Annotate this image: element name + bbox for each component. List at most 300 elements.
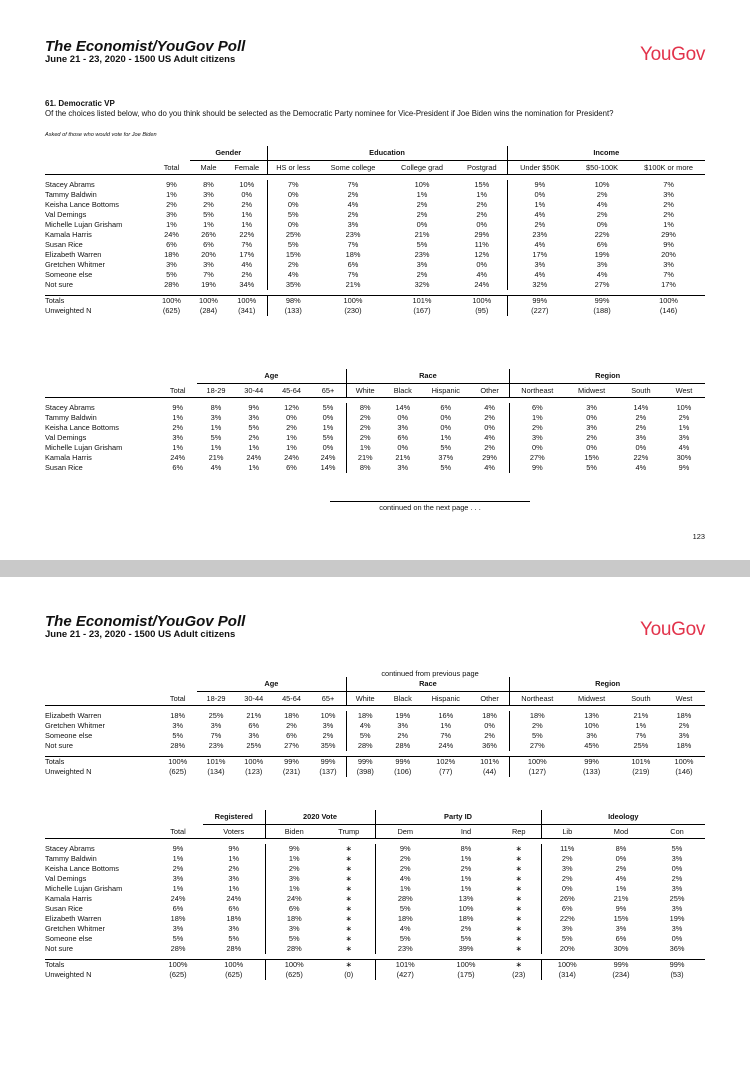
cell-value: 7%: [663, 270, 674, 279]
cell-value: 2%: [228, 864, 240, 873]
question-note: Asked of those who would vote for Joe Biden: [45, 132, 157, 138]
cell-value: 99%: [273, 757, 311, 768]
cell-value: 27%: [284, 741, 299, 750]
cell-value: 9%: [375, 844, 435, 854]
cell-value: (77): [439, 767, 453, 776]
table-row: [45, 844, 705, 854]
cell-value: 7%: [347, 270, 359, 279]
cell-value: 100%: [457, 296, 507, 307]
cell-value: 5%: [210, 433, 222, 442]
cell-value: 100%: [190, 296, 227, 307]
row-label: Stacey Abrams: [45, 180, 95, 189]
cell-value: 0%: [671, 934, 683, 943]
cell-value: 0%: [484, 721, 495, 730]
cell-value: 5%: [541, 934, 593, 944]
column-headers: [45, 825, 705, 839]
col-header: Under $50K: [507, 161, 572, 175]
cell-value: 9%: [248, 403, 260, 412]
col-header: West: [663, 692, 705, 706]
table-row: [45, 433, 705, 443]
cell-value: ∗: [515, 924, 522, 933]
totals-row: [45, 767, 705, 777]
crosstab-age-race-region-cont: [45, 677, 705, 777]
cell-value: 4%: [596, 200, 608, 209]
cell-value: 22%: [541, 914, 593, 924]
cell-value: 5%: [671, 844, 683, 853]
cell-value: 14%: [633, 403, 649, 412]
cell-value: 29%: [474, 230, 490, 239]
cell-value: 3%: [210, 721, 222, 730]
cell-value: 27%: [510, 741, 565, 751]
cell-value: 28%: [375, 894, 435, 904]
row-label: Unweighted N: [45, 767, 92, 776]
cell-value: 36%: [482, 741, 497, 750]
col-header: Hispanic: [422, 384, 470, 398]
cell-value: 102%: [422, 757, 470, 768]
cell-value: 3%: [541, 924, 593, 934]
cell-value: 9%: [663, 240, 674, 249]
cell-value: 6%: [397, 433, 409, 442]
cell-value: 0%: [397, 443, 409, 452]
page-number: 123: [692, 532, 705, 541]
col-header: 30-44: [235, 384, 273, 398]
cell-value: 5%: [248, 423, 260, 432]
cell-value: 2%: [476, 200, 488, 209]
cell-value: 23%: [375, 944, 435, 954]
cell-value: 4%: [347, 200, 359, 209]
cell-value: 1%: [416, 190, 428, 199]
col-header: 45-64: [273, 384, 311, 398]
cell-value: 5%: [510, 731, 565, 741]
cell-value: 1%: [265, 884, 323, 894]
cell-value: 2%: [476, 210, 488, 219]
row-label: Tammy Baldwin: [45, 854, 97, 863]
cell-value: 45%: [584, 741, 599, 750]
col-header: Northeast: [510, 692, 565, 706]
cell-value: 1%: [248, 463, 260, 472]
cell-value: 9%: [172, 844, 184, 853]
cell-value: ∗: [515, 904, 522, 913]
question-number: 61. Democratic VP: [45, 99, 115, 108]
cell-value: 2%: [510, 721, 565, 731]
cell-value: 2%: [375, 864, 435, 874]
cell-value: 27%: [594, 280, 610, 289]
col-header: Other: [470, 384, 510, 398]
row-label: Stacey Abrams: [45, 403, 95, 412]
table-row: [45, 210, 705, 220]
cell-value: 1%: [507, 200, 572, 210]
cell-value: 4%: [241, 260, 253, 269]
cell-value: 25%: [267, 230, 319, 240]
cell-value: 22%: [633, 453, 649, 462]
cell-value: 2%: [347, 210, 359, 219]
group-ideology: Ideology: [541, 810, 705, 825]
cell-value: 10%: [239, 180, 255, 189]
cell-value: (227): [507, 306, 572, 316]
cell-value: (314): [541, 970, 593, 980]
cell-value: 6%: [347, 260, 359, 269]
cell-value: ∗: [345, 904, 352, 913]
row-label: Someone else: [45, 270, 93, 279]
cell-value: 1%: [615, 884, 627, 893]
cell-value: 22%: [594, 230, 610, 239]
cell-value: 2%: [375, 854, 435, 864]
row-label: Not sure: [45, 741, 73, 750]
cell-value: 3%: [265, 924, 323, 934]
cell-value: 19%: [594, 250, 610, 259]
cell-value: (134): [207, 767, 225, 776]
cell-value: 99%: [507, 296, 572, 307]
cell-value: 4%: [507, 210, 572, 220]
cell-value: 9%: [166, 180, 177, 189]
cell-value: 2%: [241, 270, 253, 279]
cell-value: 4%: [678, 443, 690, 452]
cell-value: 10%: [414, 180, 430, 189]
cell-value: 100%: [153, 296, 190, 307]
cell-value: (23): [512, 970, 526, 979]
cell-value: (341): [238, 306, 256, 315]
cell-value: 5%: [265, 934, 323, 944]
cell-value: 6%: [541, 904, 593, 914]
cell-value: 15%: [584, 453, 599, 462]
cell-value: 1%: [248, 443, 260, 452]
cell-value: 2%: [541, 854, 593, 864]
cell-value: ∗: [515, 844, 522, 853]
cell-value: (146): [659, 306, 678, 315]
cell-value: 0%: [507, 190, 572, 200]
cell-value: 12%: [284, 403, 299, 412]
cell-value: 30%: [676, 453, 692, 462]
cell-value: 6%: [166, 240, 177, 249]
cell-value: 18%: [458, 914, 474, 923]
cell-value: 8%: [346, 403, 384, 413]
cell-value: 0%: [671, 864, 683, 873]
cell-value: 3%: [663, 260, 674, 269]
page-2: [0, 577, 750, 1089]
cell-value: 1%: [440, 433, 452, 442]
cell-value: 8%: [203, 180, 214, 189]
col-header: Other: [470, 692, 510, 706]
cell-value: 0%: [615, 854, 627, 863]
cell-value: 18%: [375, 914, 435, 924]
cell-value: 5%: [322, 433, 334, 442]
cell-value: 3%: [541, 864, 593, 874]
cell-value: 5%: [322, 403, 334, 412]
cell-value: 24%: [438, 741, 454, 750]
col-header: Voters: [203, 825, 265, 839]
cell-value: 3%: [671, 924, 683, 933]
cell-value: 24%: [246, 453, 262, 462]
cell-value: ∗: [345, 934, 352, 943]
cell-value: 2%: [507, 220, 572, 230]
cell-value: (284): [199, 306, 218, 315]
cell-value: 3%: [347, 220, 359, 229]
cell-value: 4%: [375, 924, 435, 934]
cell-value: 23%: [208, 741, 224, 750]
row-label: Totals: [45, 960, 153, 971]
cell-value: 2%: [397, 731, 409, 740]
cell-value: 10%: [676, 403, 692, 412]
cell-value: ∗: [345, 894, 352, 903]
cell-value: (0): [344, 970, 354, 979]
cell-value: 6%: [172, 904, 184, 913]
cell-value: 15%: [474, 180, 490, 189]
cell-value: 101%: [197, 757, 235, 768]
poll-title: The Economist/YouGov Poll: [45, 613, 246, 630]
table-row: [45, 741, 705, 751]
cell-value: 11%: [541, 844, 593, 854]
poll-subtitle: June 21 - 23, 2020 - 1500 US Adult citizens: [45, 629, 236, 640]
cell-value: 17%: [239, 250, 255, 259]
row-label: Someone else: [45, 934, 93, 943]
cell-value: 2%: [347, 190, 359, 199]
cell-value: 7%: [440, 731, 452, 740]
cell-value: (625): [169, 970, 187, 979]
cell-value: 25%: [246, 741, 262, 750]
cell-value: ∗: [345, 914, 352, 923]
cell-value: 9%: [265, 844, 323, 854]
yougov-logo: YouGov: [640, 44, 706, 65]
col-header: Northeast: [510, 384, 565, 398]
cell-value: 2%: [541, 874, 593, 884]
cell-value: 1%: [460, 884, 472, 893]
cell-value: 1%: [635, 721, 647, 730]
table-row: [45, 914, 705, 924]
row-label: Elizabeth Warren: [45, 250, 102, 259]
cell-value: 18%: [170, 711, 186, 720]
cell-value: ∗: [345, 854, 352, 863]
cell-value: 2%: [484, 731, 495, 740]
cell-value: 99%: [384, 757, 422, 768]
cell-value: 22%: [239, 230, 255, 239]
cell-value: 24%: [284, 453, 299, 462]
cell-value: 5%: [440, 463, 452, 472]
question-text: Of the choices listed below, who do you think should be selected as the Democratic Party nominee for Vice-President if Joe Biden wins the nomination for President?: [45, 109, 614, 118]
cell-value: 1%: [172, 443, 184, 452]
cell-value: 0%: [596, 220, 608, 229]
cell-value: 101%: [387, 296, 457, 307]
cell-value: 14%: [320, 463, 336, 472]
cell-value: 21%: [345, 280, 361, 289]
table-row: [45, 250, 705, 260]
cell-value: 1%: [241, 210, 253, 219]
cell-value: (53): [670, 970, 684, 979]
cell-value: 9%: [678, 463, 690, 472]
cell-value: ∗: [345, 884, 352, 893]
cell-value: 99%: [310, 757, 346, 768]
cell-value: 6%: [228, 904, 240, 913]
cell-value: 1%: [678, 423, 690, 432]
cell-value: 1%: [166, 190, 177, 199]
cell-value: ∗: [515, 864, 522, 873]
row-label: Kamala Harris: [45, 453, 92, 462]
cell-value: 2%: [248, 433, 260, 442]
cell-value: (95): [475, 306, 489, 315]
poll-subtitle: June 21 - 23, 2020 - 1500 US Adult citizens: [45, 54, 236, 65]
cell-value: 4%: [615, 874, 627, 883]
cell-value: 2%: [166, 200, 177, 209]
cell-value: 0%: [440, 413, 452, 422]
cell-value: 3%: [228, 924, 240, 933]
cell-value: 100%: [203, 960, 265, 971]
cell-value: (625): [225, 970, 243, 979]
col-header: 30-44: [235, 692, 273, 706]
col-header: Midwest: [564, 692, 619, 706]
cell-value: 0%: [476, 220, 488, 229]
cell-value: 10%: [594, 180, 610, 189]
cell-value: 2%: [484, 413, 495, 422]
cell-value: 21%: [633, 711, 649, 720]
cell-value: 1%: [203, 220, 214, 229]
col-header: College grad: [387, 161, 457, 175]
cell-value: 1%: [228, 884, 240, 893]
cell-value: 35%: [320, 741, 336, 750]
cell-value: ∗: [345, 924, 352, 933]
col-header: 18-29: [197, 384, 235, 398]
cell-value: 2%: [663, 200, 674, 209]
cell-value: ∗: [323, 960, 375, 971]
col-header: 65+: [310, 692, 346, 706]
cell-value: ∗: [515, 914, 522, 923]
cell-value: 3%: [586, 731, 597, 740]
cell-value: 18%: [265, 914, 323, 924]
cell-value: 7%: [267, 180, 319, 190]
cell-value: 2%: [346, 423, 384, 433]
cell-value: 0%: [416, 220, 428, 229]
cell-value: 13%: [458, 894, 474, 903]
row-label: Tammy Baldwin: [45, 413, 97, 422]
table-row: [45, 230, 705, 240]
cell-value: ∗: [345, 864, 352, 873]
cell-value: 3%: [203, 190, 214, 199]
table-row: [45, 864, 705, 874]
cell-value: 3%: [671, 854, 683, 863]
cell-value: 36%: [669, 944, 685, 953]
cell-value: 17%: [661, 280, 676, 289]
col-header: Hispanic: [422, 692, 470, 706]
cell-value: 18%: [510, 711, 565, 721]
totals-row: [45, 296, 705, 307]
crosstab-age-race-region: [45, 369, 705, 473]
cell-value: 25%: [669, 894, 685, 903]
col-header: White: [346, 384, 384, 398]
totals-row: [45, 960, 705, 971]
col-header: Total: [153, 161, 190, 175]
cell-value: 21%: [246, 711, 262, 720]
col-header: $50-100K: [572, 161, 632, 175]
cell-value: 2%: [322, 731, 334, 740]
cell-value: 5%: [375, 934, 435, 944]
row-label: Elizabeth Warren: [45, 914, 102, 923]
cell-value: 6%: [510, 403, 565, 413]
cell-value: 2%: [484, 443, 495, 452]
row-label: Michelle Lujan Grisham: [45, 884, 123, 893]
cell-value: 3%: [397, 721, 409, 730]
cell-value: 2%: [265, 864, 323, 874]
cell-value: 3%: [172, 721, 184, 730]
cell-value: 99%: [564, 757, 619, 768]
table-row: [45, 443, 705, 453]
continued-next-note: continued on the next page . . .: [330, 501, 530, 512]
cell-value: 37%: [438, 453, 454, 462]
cell-value: 3%: [166, 260, 177, 269]
cell-value: 1%: [476, 190, 488, 199]
group-registered: Registered: [203, 810, 265, 825]
cell-value: 26%: [201, 230, 216, 239]
cell-value: 1%: [265, 854, 323, 864]
table-row: [45, 220, 705, 230]
cell-value: 32%: [507, 280, 572, 290]
cell-value: 5%: [172, 934, 184, 943]
cell-value: 18%: [346, 711, 384, 721]
cell-value: (133): [267, 306, 319, 316]
cell-value: (106): [394, 767, 412, 776]
cell-value: ∗: [515, 934, 522, 943]
row-label: Unweighted N: [45, 970, 92, 979]
table-row: [45, 884, 705, 894]
cell-value: 3%: [671, 904, 683, 913]
row-label: Unweighted N: [45, 306, 92, 315]
totals-row: [45, 757, 705, 768]
cell-value: 3%: [397, 463, 409, 472]
col-header: 65+: [310, 384, 346, 398]
cell-value: 3%: [248, 731, 260, 740]
table-row: [45, 200, 705, 210]
cell-value: 2%: [586, 433, 597, 442]
row-label: Gretchen Whitmer: [45, 721, 105, 730]
cell-value: 6%: [203, 240, 214, 249]
cell-value: 0%: [267, 220, 319, 230]
cell-value: 99%: [593, 960, 649, 971]
cell-value: 0%: [267, 200, 319, 210]
cell-value: 3%: [596, 260, 608, 269]
cell-value: 2%: [678, 721, 690, 730]
cell-value: 3%: [615, 924, 627, 933]
table-row: [45, 711, 705, 721]
cell-value: 9%: [510, 463, 565, 473]
cell-value: (231): [282, 767, 301, 776]
cell-value: 10%: [584, 721, 599, 730]
cell-value: 101%: [470, 757, 510, 768]
row-label: Susan Rice: [45, 904, 83, 913]
cell-value: 24%: [226, 894, 242, 903]
cell-value: 28%: [226, 944, 242, 953]
cell-value: 7%: [635, 731, 647, 740]
cell-value: 18%: [164, 250, 179, 259]
cell-value: 3%: [586, 403, 597, 412]
cell-value: 2%: [615, 864, 627, 873]
cell-value: 6%: [248, 721, 260, 730]
cell-value: 7%: [347, 180, 359, 189]
cell-value: 28%: [170, 944, 186, 953]
cell-value: (146): [675, 767, 693, 776]
cell-value: 11%: [474, 240, 489, 249]
col-header: Total: [153, 825, 203, 839]
group-race: Race: [346, 369, 510, 384]
cell-value: 14%: [395, 403, 411, 412]
cell-value: (123): [245, 767, 263, 776]
cell-value: 0%: [241, 190, 253, 199]
cell-value: 16%: [438, 711, 454, 720]
cell-value: 24%: [164, 230, 179, 239]
cell-value: 4%: [484, 433, 495, 442]
cell-value: (625): [169, 767, 187, 776]
cell-value: 18%: [170, 914, 186, 923]
cell-value: 100%: [435, 960, 497, 971]
cell-value: 2%: [678, 413, 690, 422]
col-header: Some college: [319, 161, 387, 175]
cell-value: 2%: [510, 423, 565, 433]
